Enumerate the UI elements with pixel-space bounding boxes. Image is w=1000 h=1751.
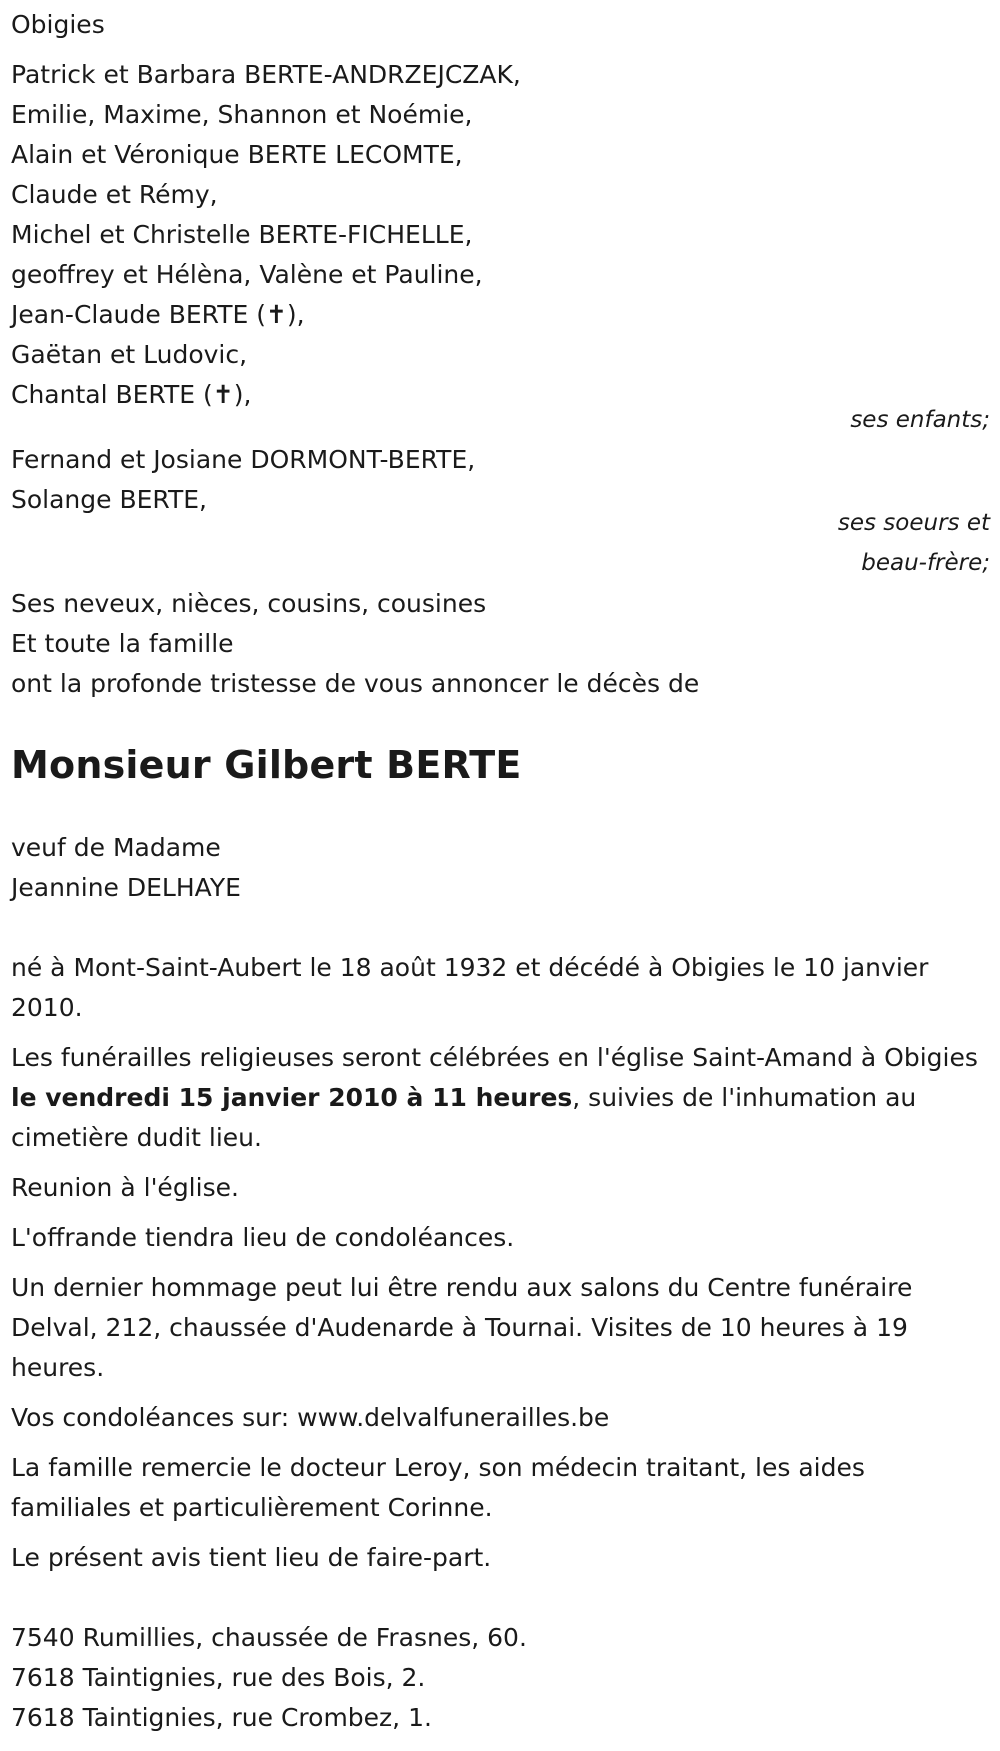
funeral-text-post: , suivies de l'inhumation au cimetière dudit lieu. (11, 1083, 917, 1152)
widower-line1: veuf de Madame (11, 833, 221, 862)
family-sister-line: Solange BERTE, (11, 485, 207, 514)
family-child-line: Michel et Christelle BERTE-FICHELLE, (11, 220, 473, 249)
family-other-line: Ses neveux, nièces, cousins, cousines (11, 589, 487, 618)
address-line: 7618 Taintignies, rue Crombez, 1. (11, 1703, 432, 1732)
birth-death-paragraph: né à Mont-Saint-Aubert le 18 août 1932 et décédé à Obigies le 10 janvier 2010. (11, 953, 929, 1022)
family-child-line: geoffrey et Hélèna, Valène et Pauline, (11, 260, 483, 289)
tribute-paragraph: Un dernier hommage peut lui être rendu aux salons du Centre funéraire Delval, 212, chaussée d'Audenarde à Tournai. Visites de 10 heures à 19 heures. (11, 1273, 913, 1382)
widower-line2: Jeannine DELHAYE (11, 873, 241, 902)
sisters-label-line2: beau-frère; (861, 550, 990, 576)
family-child-line: Alain et Véronique BERTE LECOMTE, (11, 140, 463, 169)
address-line: 7540 Rumillies, chaussée de Frasnes, 60. (11, 1623, 527, 1652)
family-child-line: Chantal BERTE (✝), (11, 380, 252, 409)
family-sister-line: Fernand et Josiane DORMONT-BERTE, (11, 445, 476, 474)
place-header: Obigies (11, 10, 105, 39)
family-child-line: Jean-Claude BERTE (✝), (11, 300, 305, 329)
funeral-paragraph (11, 1038, 986, 1158)
family-other-line: ont la profonde tristesse de vous annoncer le décès de (11, 669, 700, 698)
funeral-date-time: le vendredi 15 janvier 2010 à 11 heures (11, 1083, 573, 1112)
family-other-line: Et toute la famille (11, 629, 234, 658)
funeral-text-pre: Les funérailles religieuses seront célébrées en l'église Saint-Amand à Obigies (11, 1043, 978, 1072)
family-child-line: Patrick et Barbara BERTE-ANDRZEJCZAK, (11, 60, 521, 89)
address-line: 7618 Taintignies, rue des Bois, 2. (11, 1663, 426, 1692)
offering-paragraph: L'offrande tiendra lieu de condoléances. (11, 1223, 515, 1252)
sisters-label-line1: ses soeurs et (837, 510, 990, 536)
deceased-name: Monsieur Gilbert BERTE (11, 743, 522, 787)
family-child-line: Claude et Rémy, (11, 180, 218, 209)
thanks-paragraph: La famille remercie le docteur Leroy, son médecin traitant, les aides familiales et particulièrement Corinne. (11, 1453, 865, 1522)
family-child-line: Gaëtan et Ludovic, (11, 340, 248, 369)
meeting-paragraph: Reunion à l'église. (11, 1173, 239, 1202)
condolences-paragraph: Vos condoléances sur: www.delvalfunerailles.be (11, 1403, 610, 1432)
notice-paragraph: Le présent avis tient lieu de faire-part. (11, 1543, 492, 1572)
children-label: ses enfants; (850, 407, 990, 433)
family-child-line: Emilie, Maxime, Shannon et Noémie, (11, 100, 473, 129)
